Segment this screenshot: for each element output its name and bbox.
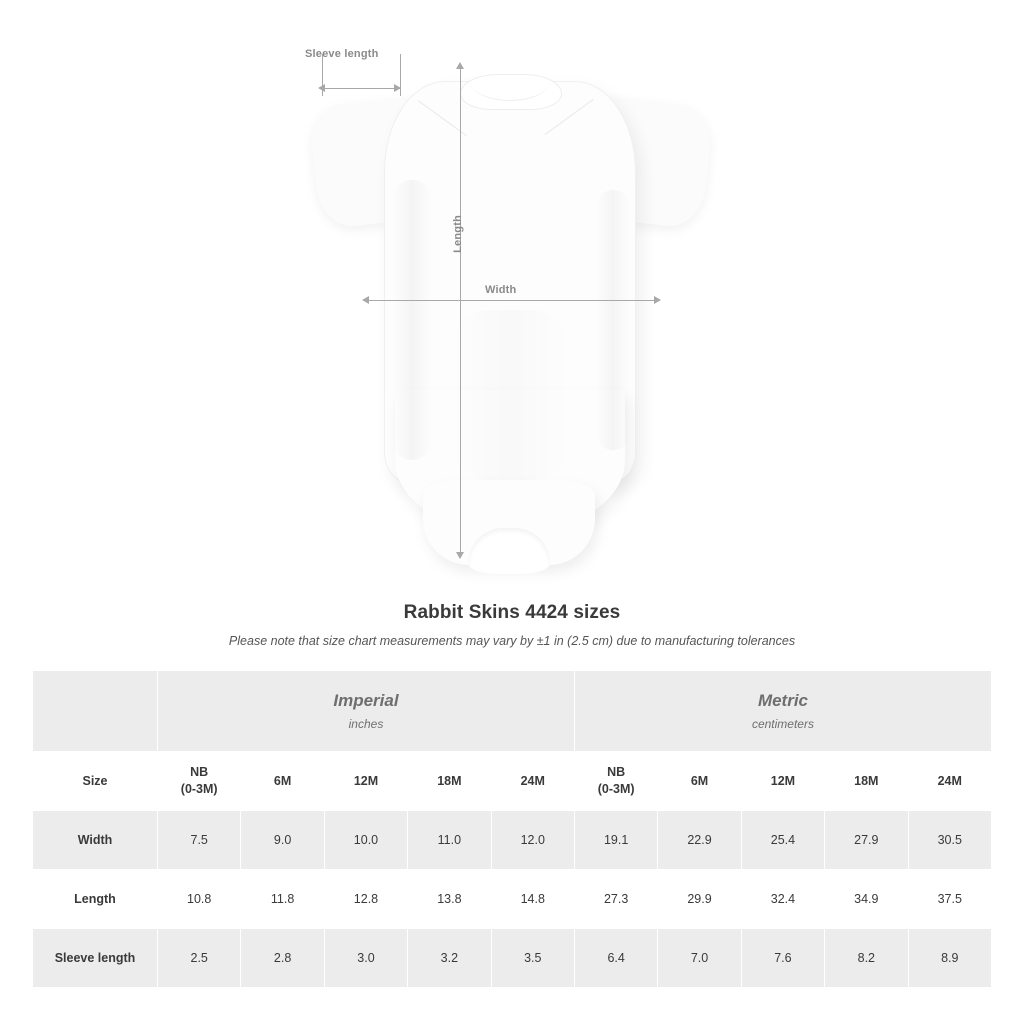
width-guide-arrow-right xyxy=(654,296,661,304)
col-header-metric-nb-line1: NB xyxy=(607,765,626,780)
sleeve-guide-arrow-left xyxy=(318,84,325,92)
cell-width-metric-nb: 19.1 xyxy=(574,811,657,870)
cell-width-metric-6m: 22.9 xyxy=(658,811,741,870)
col-header-imperial-6m: 6M xyxy=(241,752,324,811)
col-header-imperial-nb-line2: (0-3M) xyxy=(180,782,218,796)
chart-title-block xyxy=(0,602,1024,648)
imperial-units: inches xyxy=(348,717,384,731)
cell-width-imperial-nb: 7.5 xyxy=(158,811,241,870)
col-header-imperial-12m: 12M xyxy=(324,752,407,811)
sleeve-guide-arrow-right xyxy=(394,84,401,92)
col-header-metric-6m: 6M xyxy=(658,752,741,811)
table-row xyxy=(33,929,992,988)
corner-cell xyxy=(33,671,158,752)
row-label-width: Width xyxy=(33,811,158,870)
width-guide-line xyxy=(368,300,660,301)
col-header-metric-nb-line2: (0-3M) xyxy=(597,782,635,796)
size-chart-table-wrap xyxy=(32,670,992,988)
cell-sleeve-metric-24m: 8.9 xyxy=(908,929,991,988)
size-chart-table xyxy=(32,670,992,988)
cell-sleeve-imperial-12m: 3.0 xyxy=(324,929,407,988)
row-label-sleeve-length: Sleeve length xyxy=(33,929,158,988)
cell-length-imperial-6m: 11.8 xyxy=(241,870,324,929)
imperial-group-header xyxy=(158,671,575,752)
cell-sleeve-imperial-nb: 2.5 xyxy=(158,929,241,988)
cell-length-imperial-24m: 14.8 xyxy=(491,870,574,929)
col-header-metric-18m: 18M xyxy=(825,752,908,811)
size-header: Size xyxy=(33,752,158,811)
col-header-imperial-nb-line1: NB xyxy=(190,765,209,780)
fold-center xyxy=(450,310,570,480)
page-title: Rabbit Skins 4424 sizes xyxy=(403,602,621,623)
sleeve-guide-line xyxy=(322,88,400,89)
cell-sleeve-metric-12m: 7.6 xyxy=(741,929,824,988)
col-header-imperial-24m: 24M xyxy=(491,752,574,811)
cell-sleeve-metric-18m: 8.2 xyxy=(825,929,908,988)
cell-width-metric-24m: 30.5 xyxy=(908,811,991,870)
cell-length-metric-24m: 37.5 xyxy=(908,870,991,929)
imperial-label: Imperial xyxy=(333,691,399,710)
cell-length-imperial-nb: 10.8 xyxy=(158,870,241,929)
onesie-graphic xyxy=(300,48,720,560)
fold-left xyxy=(392,180,432,460)
row-label-length: Length xyxy=(33,870,158,929)
cell-width-imperial-18m: 11.0 xyxy=(408,811,491,870)
cell-width-metric-18m: 27.9 xyxy=(825,811,908,870)
table-row xyxy=(33,811,992,870)
cell-width-imperial-12m: 10.0 xyxy=(324,811,407,870)
cell-length-imperial-12m: 12.8 xyxy=(324,870,407,929)
cell-length-metric-12m: 32.4 xyxy=(741,870,824,929)
cell-width-metric-12m: 25.4 xyxy=(741,811,824,870)
cell-length-imperial-18m: 13.8 xyxy=(408,870,491,929)
cell-sleeve-imperial-24m: 3.5 xyxy=(491,929,574,988)
length-guide-arrow-bottom xyxy=(456,552,464,559)
cell-sleeve-metric-6m: 7.0 xyxy=(658,929,741,988)
col-header-metric-24m: 24M xyxy=(908,752,991,811)
cell-width-imperial-6m: 9.0 xyxy=(241,811,324,870)
metric-label: Metric xyxy=(757,691,809,710)
metric-group-header xyxy=(574,671,991,752)
cell-sleeve-imperial-6m: 2.8 xyxy=(241,929,324,988)
col-header-metric-nb xyxy=(574,752,657,811)
cell-sleeve-imperial-18m: 3.2 xyxy=(408,929,491,988)
width-label: Width xyxy=(485,284,517,296)
cell-length-metric-18m: 34.9 xyxy=(825,870,908,929)
col-header-metric-12m: 12M xyxy=(741,752,824,811)
sleeve-length-label: Sleeve length xyxy=(305,48,379,60)
col-header-imperial-18m: 18M xyxy=(408,752,491,811)
unit-system-header-row xyxy=(33,671,992,752)
cell-length-metric-6m: 29.9 xyxy=(658,870,741,929)
column-header-row xyxy=(33,752,992,811)
length-guide-arrow-top xyxy=(456,62,464,69)
col-header-imperial-nb xyxy=(158,752,241,811)
cell-width-imperial-24m: 12.0 xyxy=(491,811,574,870)
metric-units: centimeters xyxy=(751,717,814,731)
cell-sleeve-metric-nb: 6.4 xyxy=(574,929,657,988)
cell-length-metric-nb: 27.3 xyxy=(574,870,657,929)
length-label: Length xyxy=(452,215,464,253)
width-guide-arrow-left xyxy=(362,296,369,304)
fold-right xyxy=(596,190,630,450)
tolerance-note: Please note that size chart measurements may vary by ±1 in (2.5 cm) due to manufacturing tolerances xyxy=(228,634,796,648)
table-row xyxy=(33,870,992,929)
length-guide-line xyxy=(460,68,461,558)
